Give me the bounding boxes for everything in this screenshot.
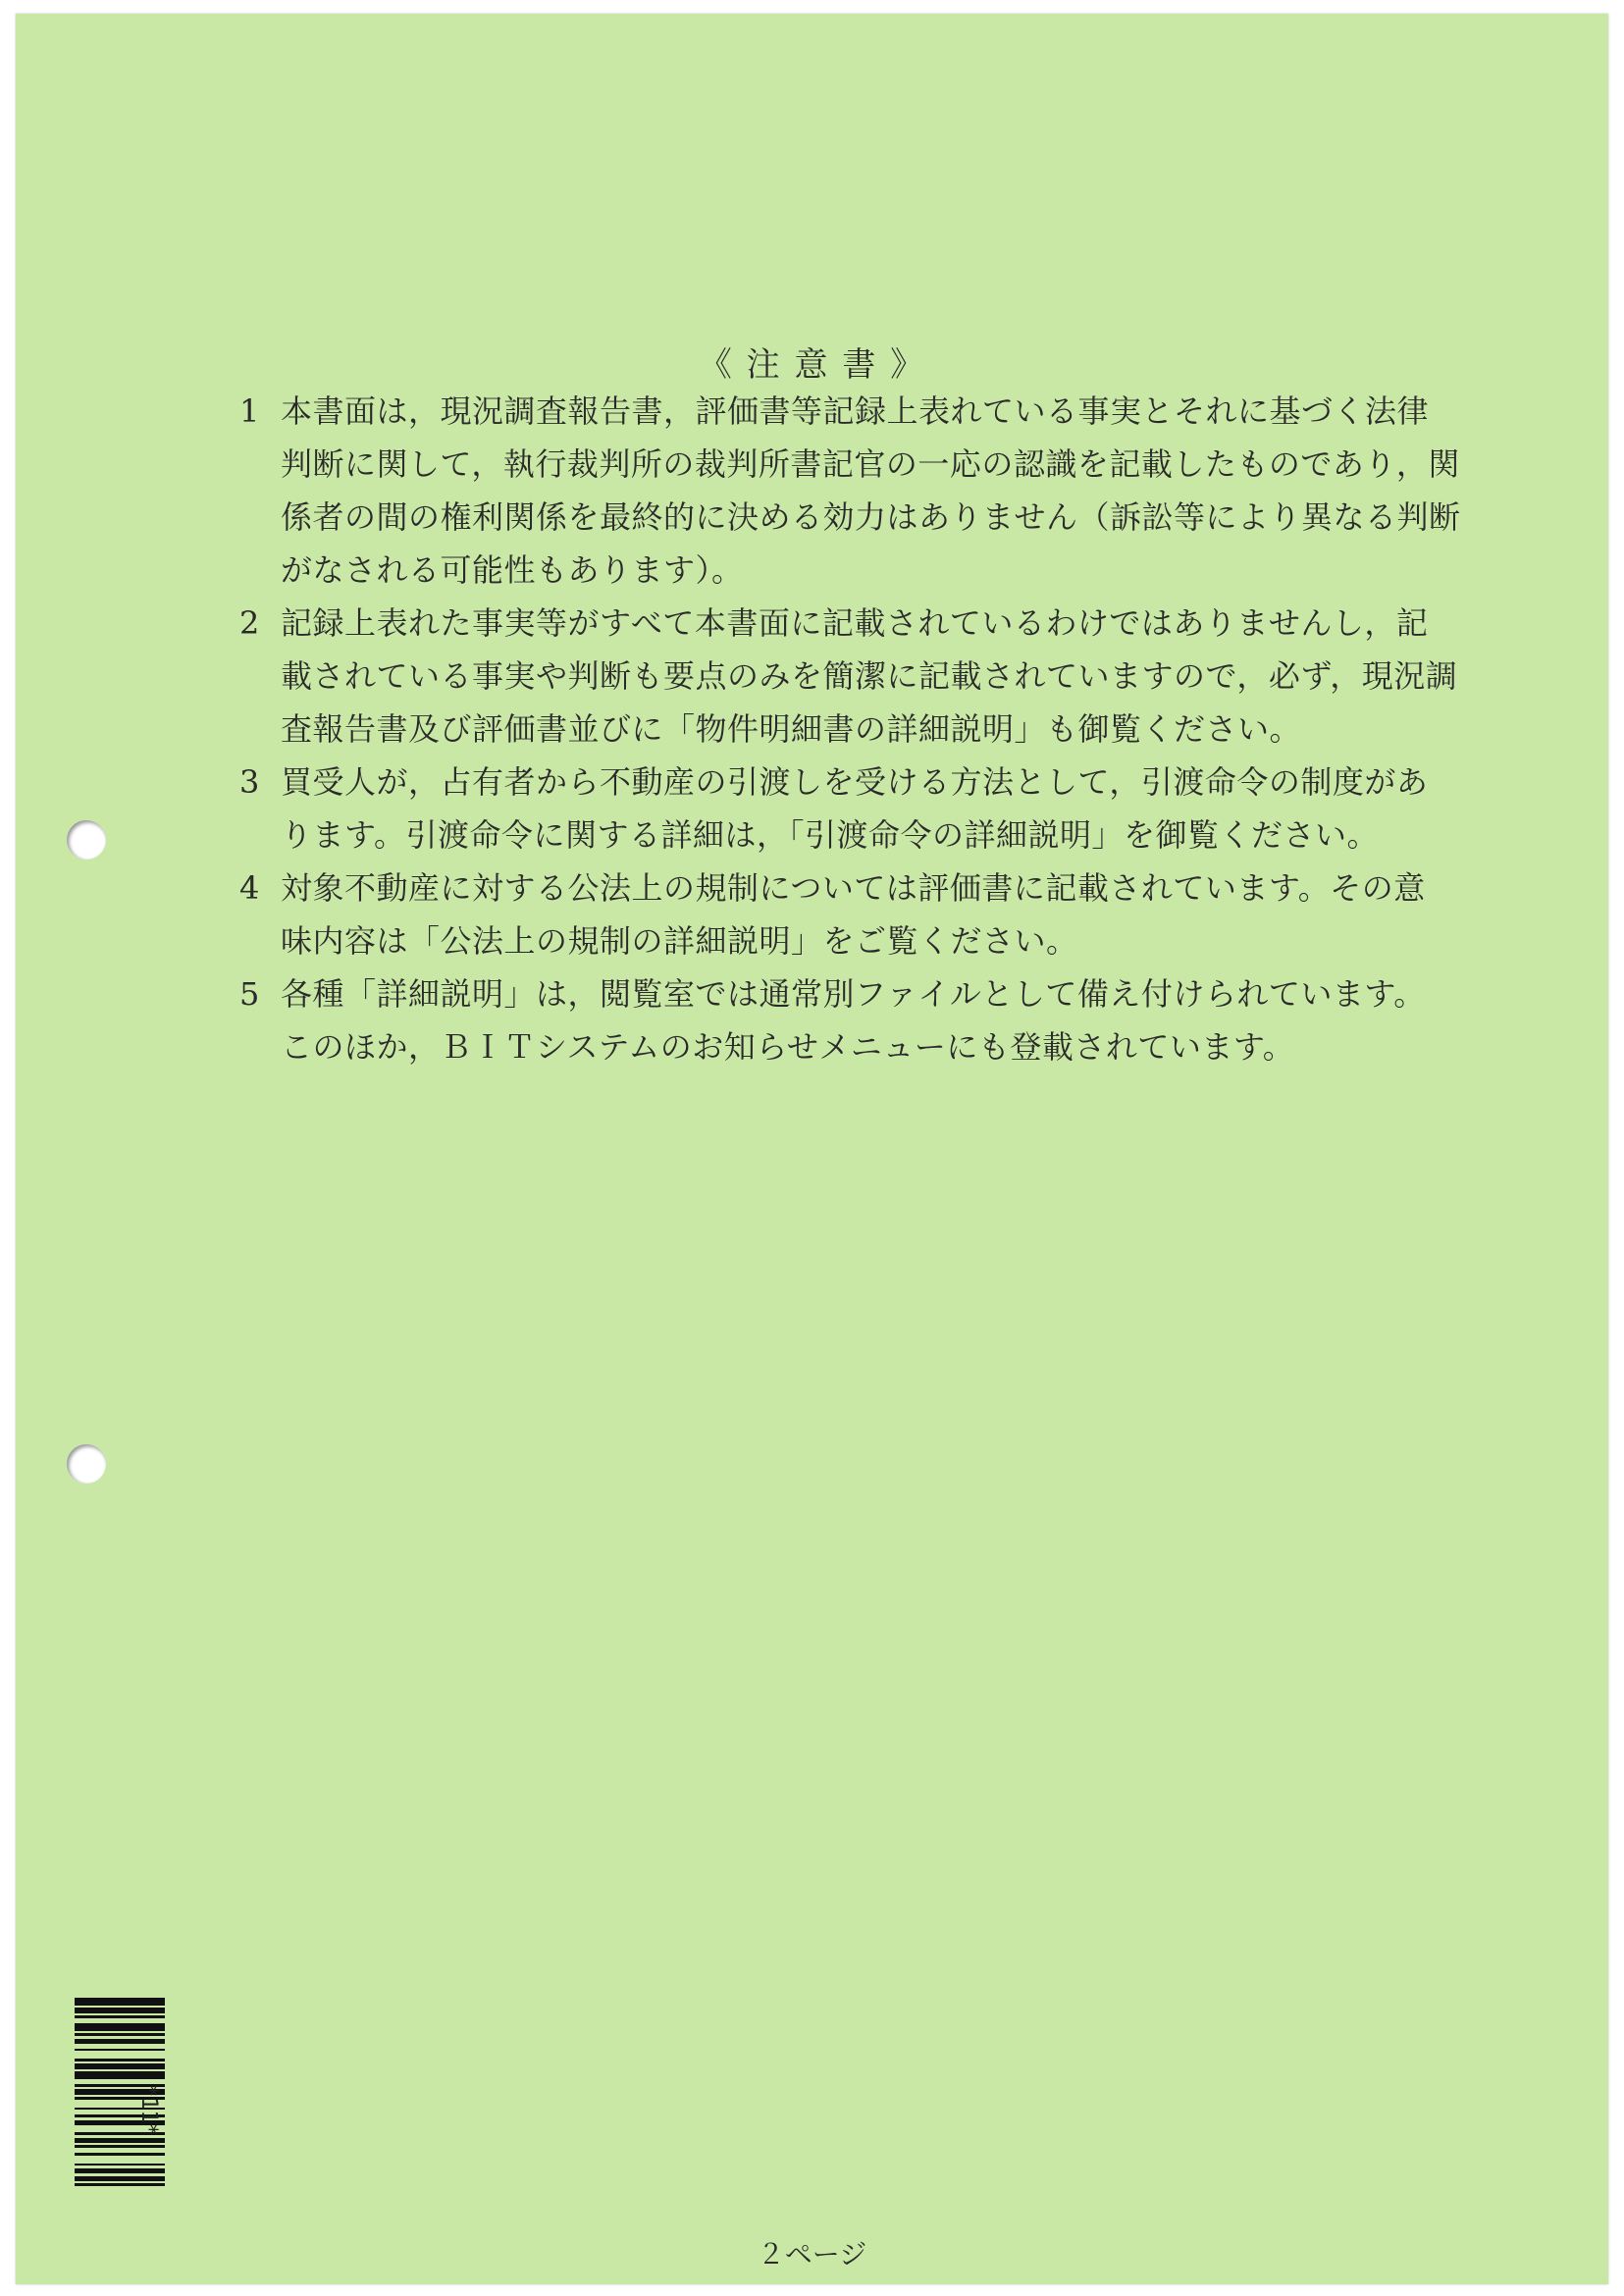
note-line: 対象不動産に対する公法上の規制については評価書に記載されています。その意 — [281, 869, 1426, 907]
note-item — [239, 756, 1495, 861]
note-line: 本書面は，現況調査報告書，評価書等記録上表れている事実とそれに基づく法律 — [281, 392, 1430, 430]
punch-hole — [67, 820, 106, 860]
note-line: 査報告書及び評価書並びに「物件明細書の詳細説明」も御覧ください。 — [281, 710, 1302, 748]
note-number: 5 — [239, 975, 260, 1013]
note-number: 1 — [239, 392, 260, 430]
note-line: 係者の間の権利関係を最終的に決める効力はありません（訴訟等により異なる判断 — [281, 498, 1461, 536]
note-line: 各種「詳細説明」は，閲覧室では通常別ファイルとして備え付けられています。 — [281, 975, 1426, 1013]
note-item — [239, 967, 1495, 1073]
barcode-gap — [75, 2051, 165, 2059]
note-item — [239, 861, 1495, 967]
barcode-bar — [75, 1998, 165, 2006]
note-line: ります。引渡命令に関する詳細は，「引渡命令の詳細説明」を御覧ください。 — [281, 816, 1379, 854]
barcode-text: *11* — [136, 2084, 161, 2136]
barcode-gap — [75, 2186, 165, 2194]
barcode-bar — [75, 2023, 165, 2031]
page-number: ２ページ — [757, 2238, 867, 2270]
note-line: 買受人が，占有者から不動産の引渡しを受ける方法として，引渡命令の制度があ — [281, 763, 1429, 801]
note-number: 2 — [239, 604, 260, 642]
note-item — [239, 385, 1495, 597]
barcode-bar — [75, 2071, 165, 2079]
note-line: 味内容は「公法上の規制の詳細説明」をご覧ください。 — [281, 922, 1078, 960]
note-line: このほか，ＢＩＴシステムのお知らせメニューにも登載されています。 — [281, 1028, 1295, 1066]
note-line: 載されている事実や判断も要点のみを簡潔に記載されていますので，必ず，現況調 — [281, 657, 1458, 695]
note-line: がなされる可能性もあります）。 — [281, 551, 744, 589]
note-item — [239, 597, 1495, 756]
punch-hole — [67, 1444, 106, 1484]
document-title: 《 注 意 書 》 — [698, 345, 926, 385]
note-number: 4 — [239, 869, 260, 907]
note-number: 3 — [239, 763, 260, 801]
notes-list — [239, 385, 1495, 1073]
document-page — [16, 14, 1608, 2284]
note-line: 記録上表れた事実等がすべて本書面に記載されているわけではありませんし，記 — [281, 604, 1429, 642]
barcode-gap — [75, 2156, 165, 2164]
note-line: 判断に関して，執行裁判所の裁判所書記官の一応の認識を記載したものであり，関 — [281, 445, 1460, 483]
